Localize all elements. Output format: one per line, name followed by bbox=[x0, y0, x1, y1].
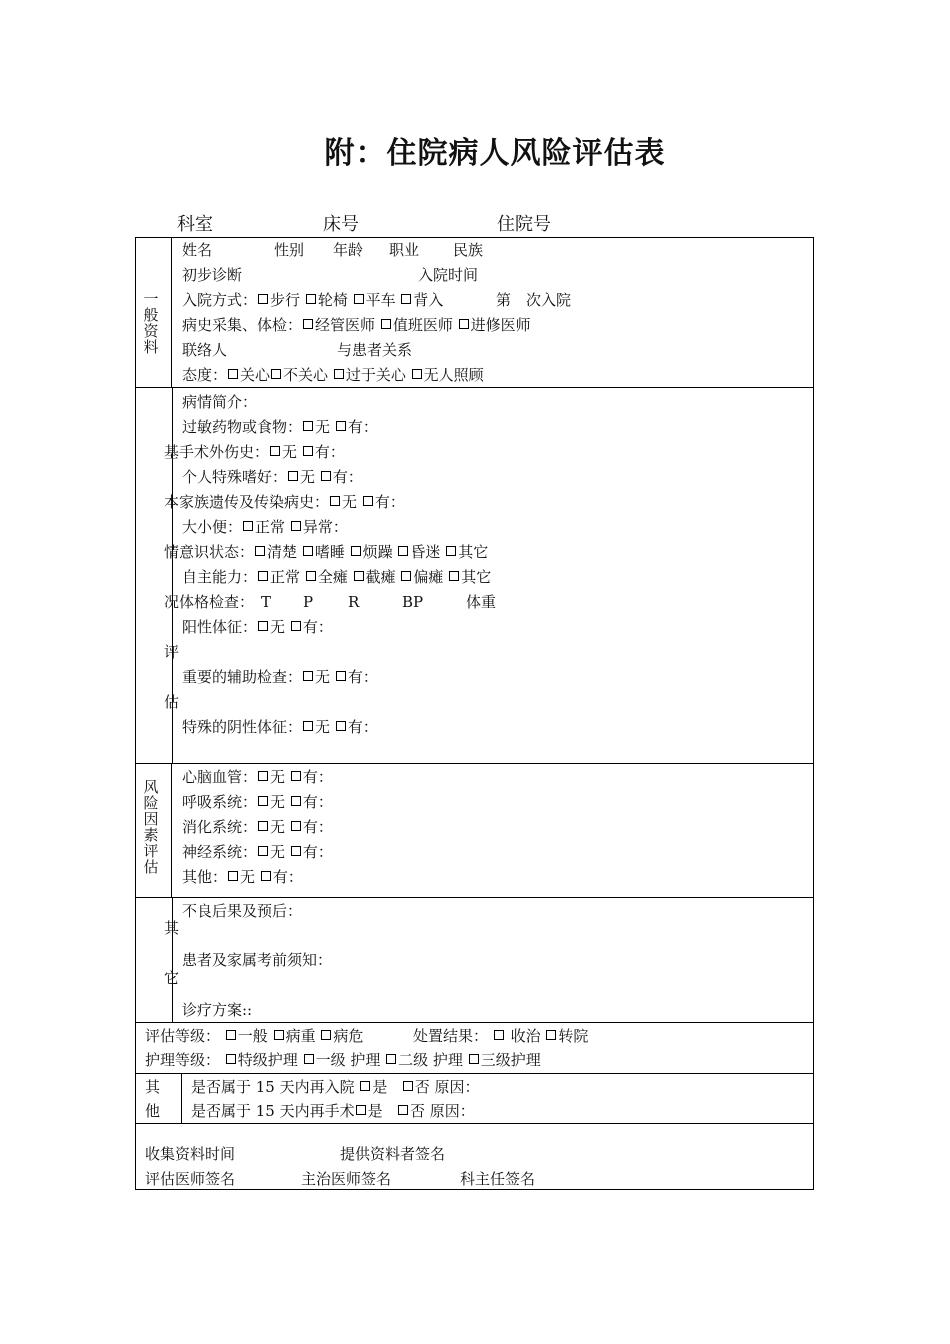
checkbox-icon[interactable] bbox=[321, 1030, 331, 1040]
side-char: 他 bbox=[145, 1102, 161, 1120]
checkbox-icon[interactable] bbox=[258, 771, 268, 781]
divider bbox=[172, 897, 173, 1022]
checkbox-icon[interactable] bbox=[271, 369, 281, 379]
checkbox-icon[interactable] bbox=[360, 1081, 370, 1091]
diagnosis-field[interactable]: 初步诊断 bbox=[182, 266, 243, 284]
divider bbox=[136, 387, 813, 388]
checkbox-icon[interactable] bbox=[386, 1054, 396, 1064]
positive-row: 阳性体征： 无 有： bbox=[182, 618, 333, 636]
readmit-row: 是否属于 15 天内再入院 是 否 原因： bbox=[191, 1078, 480, 1096]
name-field[interactable]: 姓名 bbox=[182, 241, 213, 259]
checkbox-icon[interactable] bbox=[258, 621, 268, 631]
evaluator-signature-field[interactable]: 评估医师签名 bbox=[145, 1170, 236, 1188]
checkbox-icon[interactable] bbox=[494, 1030, 504, 1040]
checkbox-icon[interactable] bbox=[303, 671, 313, 681]
checkbox-icon[interactable] bbox=[401, 294, 411, 304]
risk-assessment-form bbox=[135, 237, 814, 1190]
checkbox-icon[interactable] bbox=[258, 294, 268, 304]
checkbox-icon[interactable] bbox=[334, 369, 344, 379]
divider bbox=[136, 1022, 813, 1023]
checkbox-icon[interactable] bbox=[291, 846, 301, 856]
checkbox-icon[interactable] bbox=[303, 421, 313, 431]
checkbox-icon[interactable] bbox=[354, 294, 364, 304]
risk-item: 呼吸系统： 无 有： bbox=[182, 793, 333, 811]
checkbox-icon[interactable] bbox=[274, 1030, 284, 1040]
divider bbox=[136, 763, 813, 764]
side-char: 其 bbox=[145, 1078, 161, 1096]
habit-row: 个人特殊嗜好： 无 有： bbox=[182, 468, 363, 486]
divider bbox=[171, 763, 172, 897]
sex-field[interactable]: 性别 bbox=[274, 241, 305, 259]
checkbox-icon[interactable] bbox=[291, 621, 301, 631]
checkbox-icon[interactable] bbox=[255, 546, 265, 556]
checkbox-icon[interactable] bbox=[336, 721, 346, 731]
checkbox-icon[interactable] bbox=[351, 546, 361, 556]
vital-t[interactable]: T bbox=[261, 593, 272, 611]
bed-label: 床号 bbox=[323, 214, 359, 235]
checkbox-icon[interactable] bbox=[398, 546, 408, 556]
checkbox-icon[interactable] bbox=[446, 546, 456, 556]
outcome-field[interactable]: 不良后果及预后： bbox=[182, 902, 303, 920]
checkbox-icon[interactable] bbox=[306, 571, 316, 581]
checkbox-icon[interactable] bbox=[449, 571, 459, 581]
divider bbox=[171, 238, 172, 387]
checkbox-icon[interactable] bbox=[363, 496, 373, 506]
checkbox-icon[interactable] bbox=[291, 821, 301, 831]
provider-signature-field[interactable]: 提供资料者签名 bbox=[340, 1145, 446, 1163]
checkbox-icon[interactable] bbox=[243, 521, 253, 531]
checkbox-icon[interactable] bbox=[303, 721, 313, 731]
risk-item: 其他： 无 有： bbox=[182, 868, 303, 886]
contact-field[interactable]: 联络人 bbox=[182, 341, 228, 359]
surgery-row: 基手术外伤史： 无 有： bbox=[164, 443, 345, 461]
job-field[interactable]: 职业 bbox=[389, 241, 420, 259]
side-char: 评 bbox=[164, 643, 180, 661]
admit-time-field[interactable]: 入院时间 bbox=[418, 266, 479, 284]
checkbox-icon[interactable] bbox=[258, 846, 268, 856]
plan-field[interactable]: 诊疗方案:: bbox=[182, 1001, 253, 1019]
brief-field[interactable]: 病情简介： bbox=[182, 393, 258, 411]
side-char: 估 bbox=[164, 693, 180, 711]
checkbox-icon[interactable] bbox=[306, 294, 316, 304]
relation-field[interactable]: 与患者关系 bbox=[337, 341, 413, 359]
checkbox-icon[interactable] bbox=[258, 796, 268, 806]
age-field[interactable]: 年龄 bbox=[333, 241, 364, 259]
risk-side-label: 风 险 因 素 评 估 bbox=[143, 778, 159, 876]
vital-p[interactable]: P bbox=[303, 593, 314, 611]
checkbox-icon[interactable] bbox=[546, 1030, 556, 1040]
checkbox-icon[interactable] bbox=[303, 319, 313, 329]
excretion-row: 大小便： 正常 异常： bbox=[182, 518, 348, 536]
checkbox-icon[interactable] bbox=[336, 671, 346, 681]
checkbox-icon[interactable] bbox=[291, 521, 301, 531]
checkbox-icon[interactable] bbox=[291, 771, 301, 781]
checkbox-icon[interactable] bbox=[288, 471, 298, 481]
checkbox-icon[interactable] bbox=[412, 369, 422, 379]
aux-row: 重要的辅助检查： 无 有： bbox=[182, 668, 378, 686]
divider bbox=[136, 1073, 813, 1074]
side-char: 它 bbox=[164, 969, 180, 987]
selfcare-row: 自主能力： 正常 全瘫 截瘫 偏瘫 其它 bbox=[182, 568, 492, 586]
consciousness-row: 情意识状态： 清楚 嗜睡 烦躁 昏迷 其它 bbox=[164, 543, 489, 561]
checkbox-icon[interactable] bbox=[303, 446, 313, 456]
result-row: 处置结果： 收治 转院 bbox=[413, 1027, 589, 1045]
checkbox-icon[interactable] bbox=[228, 871, 238, 881]
checkbox-icon[interactable] bbox=[401, 571, 411, 581]
dept-label: 科室 bbox=[177, 214, 213, 235]
attending-signature-field[interactable]: 主治医师签名 bbox=[301, 1170, 392, 1188]
side-char: 其 bbox=[164, 919, 180, 937]
checkbox-icon[interactable] bbox=[354, 571, 364, 581]
collect-time-field[interactable]: 收集资料时间 bbox=[145, 1145, 236, 1163]
checkbox-icon[interactable] bbox=[261, 871, 271, 881]
notice-field[interactable]: 患者及家属考前须知： bbox=[182, 951, 333, 969]
history-row: 病史采集、体检： 经管医师 值班医师 进修医师 bbox=[182, 316, 531, 334]
family-row: 本家族遗传及传染病史： 无 有： bbox=[164, 493, 405, 511]
checkbox-icon[interactable] bbox=[321, 471, 331, 481]
checkbox-icon[interactable] bbox=[459, 319, 469, 329]
admission-no-label: 住院号 bbox=[497, 214, 551, 235]
checkbox-icon[interactable] bbox=[469, 1054, 479, 1064]
risk-item: 消化系统： 无 有： bbox=[182, 818, 333, 836]
care-row: 护理等级： 特级护理 一级 护理 二级 护理 三级护理 bbox=[145, 1051, 541, 1069]
checkbox-icon[interactable] bbox=[228, 369, 238, 379]
checkbox-icon[interactable] bbox=[258, 821, 268, 831]
allergy-row: 过敏药物或食物： 无 有： bbox=[182, 418, 378, 436]
checkbox-icon[interactable] bbox=[270, 446, 280, 456]
checkbox-icon[interactable] bbox=[226, 1054, 236, 1064]
checkbox-icon[interactable] bbox=[403, 1081, 413, 1091]
vital-weight[interactable]: 体重 bbox=[466, 593, 497, 611]
checkbox-icon[interactable] bbox=[258, 571, 268, 581]
admit-mode-row: 入院方式： 步行 轮椅 平车 背入 bbox=[182, 291, 444, 309]
reop-row: 是否属于 15 天内再手术 是 否 原因： bbox=[191, 1102, 475, 1120]
divider bbox=[181, 1073, 182, 1123]
checkbox-icon[interactable] bbox=[398, 1105, 408, 1115]
admit-count-field[interactable]: 第 次入院 bbox=[496, 291, 572, 309]
divider bbox=[136, 1123, 813, 1124]
checkbox-icon[interactable] bbox=[291, 796, 301, 806]
checkbox-icon[interactable] bbox=[303, 546, 313, 556]
negative-row: 特殊的阴性体征： 无 有： bbox=[182, 718, 378, 736]
attitude-row: 态度： 关心 不关心 过于关心 无人照顾 bbox=[182, 366, 484, 384]
checkbox-icon[interactable] bbox=[356, 1105, 366, 1115]
checkbox-icon[interactable] bbox=[330, 496, 340, 506]
grade-row: 评估等级： 一般 病重 病危 bbox=[145, 1027, 364, 1045]
page-title: 附：住院病人风险评估表 bbox=[324, 136, 666, 171]
ethnic-field[interactable]: 民族 bbox=[453, 241, 484, 259]
risk-item: 神经系统： 无 有： bbox=[182, 843, 333, 861]
director-signature-field[interactable]: 科主任签名 bbox=[460, 1170, 536, 1188]
exam-row: 况体格检查： bbox=[164, 593, 255, 611]
general-side-label: 一 般 资 料 bbox=[143, 290, 159, 356]
vital-r[interactable]: R bbox=[348, 593, 360, 611]
risk-item: 心脑血管： 无 有： bbox=[182, 768, 333, 786]
vital-bp[interactable]: BP bbox=[402, 593, 424, 611]
checkbox-icon[interactable] bbox=[226, 1030, 236, 1040]
checkbox-icon[interactable] bbox=[381, 319, 391, 329]
divider bbox=[136, 897, 813, 898]
checkbox-icon[interactable] bbox=[336, 421, 346, 431]
checkbox-icon[interactable] bbox=[304, 1054, 314, 1064]
